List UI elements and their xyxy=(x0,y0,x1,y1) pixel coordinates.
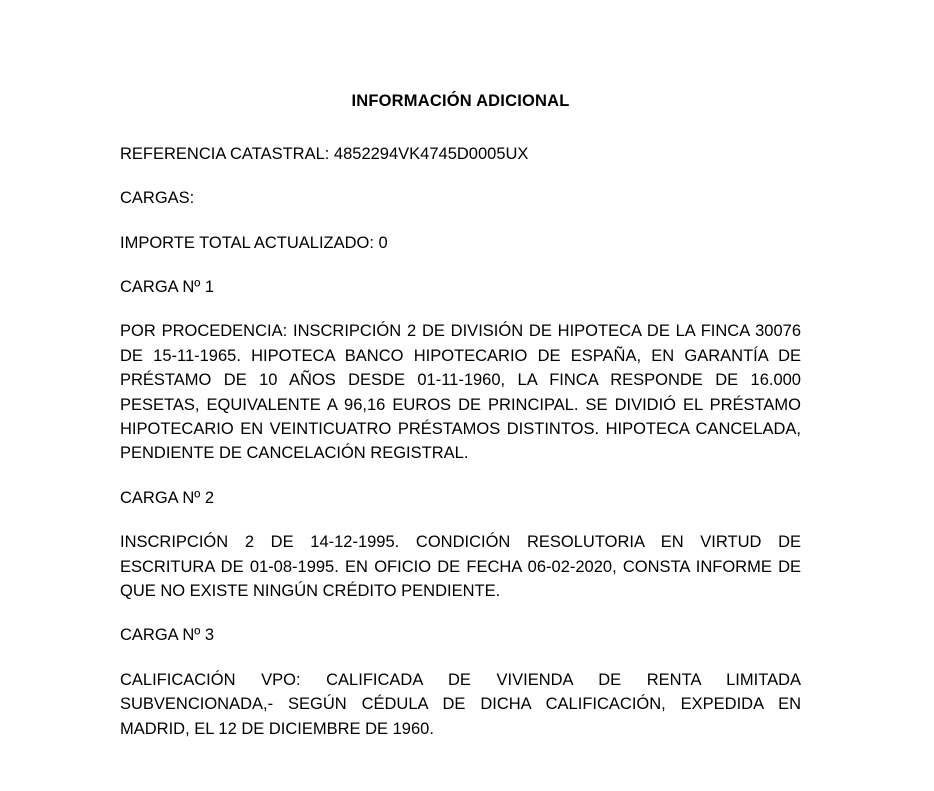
importe-total-actualizado: IMPORTE TOTAL ACTUALIZADO: 0 xyxy=(120,233,388,252)
carga-3-body: CALIFICACIÓN VPO: CALIFICADA DE VIVIENDA DE RENTA LIMITADA SUBVENCIONADA,- SEGÚN CÉDULA DE DICHA CALIFICACIÓN, EXPEDIDA EN MADRID, EL 12 DE DICIEMBRE DE 1960. xyxy=(120,670,801,738)
carga-3-heading: CARGA Nº 3 xyxy=(120,626,215,645)
carga-1-body: POR PROCEDENCIA: INSCRIPCIÓN 2 DE DIVISIÓN DE HIPOTECA DE LA FINCA 30076 DE 15-11-1965. HIPOTECA BANCO HIPOTECARIO DE ESPAÑA, EN GARANTÍA DE PRÉSTAMO DE 10 AÑOS DESDE 01-11-1960, LA FINCA RESPONDE DE 16.000 PESETAS, EQUIVALENTE A 96,16 EUROS DE PRINCIPAL. SE DIVIDIÓ EL PRÉSTAMO HIPOTECARIO EN VEINTICUATRO PRÉSTAMOS DISTINTOS. HIPOTECA CANCELADA, PENDIENTE DE CANCELACIÓN REGISTRAL. xyxy=(120,322,801,463)
referencia-catastral: REFERENCIA CATASTRAL: 4852294VK4745D0005UX xyxy=(120,144,529,163)
carga-2-heading: CARGA Nº 2 xyxy=(120,488,215,507)
page-title: INFORMACIÓN ADICIONAL xyxy=(351,92,570,110)
carga-1-heading: CARGA Nº 1 xyxy=(120,278,215,297)
cargas-heading: CARGAS: xyxy=(120,189,195,208)
carga-2-body: INSCRIPCIÓN 2 DE 14-12-1995. CONDICIÓN RESOLUTORIA EN VIRTUD DE ESCRITURA DE 01-08-1995. EN OFICIO DE FECHA 06-02-2020, CONSTA INFORME DE QUE NO EXISTE NINGÚN CRÉDITO PENDIENTE. xyxy=(120,533,801,601)
